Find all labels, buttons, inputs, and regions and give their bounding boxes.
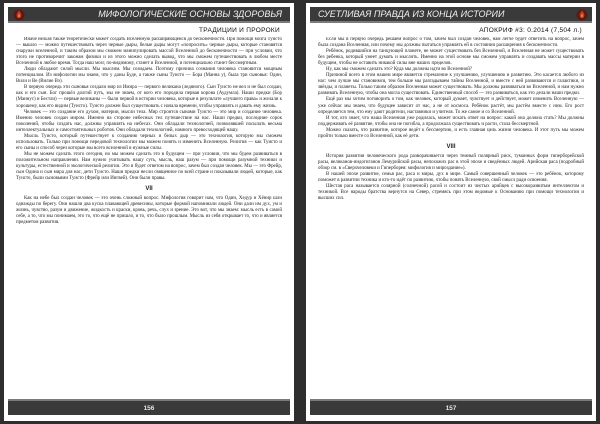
footer-bar xyxy=(310,399,592,415)
paragraphs-before xyxy=(16,37,282,182)
paragraph: Мы не можем сделать этого сегодня, но мы можем сделать это в будущем — при условии, что мы будем развиваться в положительном направлении. Нам нужно учитывать нашу суть, мысль, наш разум — при помощи разумной техники и культуры, естественной и экологической религии. Это и будет ответом на вопрос, зачем был создан человек. Мы — это Фрейр, сын Одина и сын мира для нас, дети Туисто. Наши предки несли священное по всей стране и показывали людей, которые, как Туисто, были сыновьями Туисто (Фрейр или Ингвей). Они были правы. xyxy=(16,151,282,182)
chapter-subhead: ТРАДИЦИИ И ПРОРОКИ xyxy=(199,27,280,34)
paragraph: Ну, как мы сможем сделать это? Куда мы должны идти во Вселенной? xyxy=(326,67,473,73)
paragraphs-before xyxy=(318,37,584,140)
running-head: СУЕТЛИВАЯ ПРАВДА ИЗ КОНЦА ИСТОРИИ xyxy=(318,9,505,19)
right-page xyxy=(306,3,596,421)
paragraph: Иначе нельзя также теоретически может создать Вселенную расширяющейся до бесконечности. При помощи мозга Туисто — вышло — можно путешествовать через черные дыры, белые дыры могут «попросить» черные дыры, которые становятся снаружи вселенной, и таким образом мы сможем манипулировать массой Вселенной до бесконечности — при условии, что этого не противоречит законам физики и из этого можно сделать вывод, что мы сможем путешествовать в любом месте Вселенной в любое время. Тогда наш мозг, по-видимому, станет и Вселенной, и потенциально станет бессмертным. xyxy=(16,37,282,67)
page-number: 156 xyxy=(143,404,155,412)
right-header-bar xyxy=(310,7,592,23)
page-body xyxy=(318,37,584,387)
flame-emblem-icon xyxy=(575,8,588,21)
left-header-bar xyxy=(8,7,290,23)
paragraph: История развития человеческого рода разворачивается через темный полярный риск, туманных форм гиперборейской расы, великанов-индогиганов Лемурийской расы, непохожих рас в этой эпохе и сведённых людей. Арийская раса (подробный обзор см. в «Сверхчеловеки и Гиперборея: мифология и мироздание»). xyxy=(318,153,584,171)
running-head: МИФОЛОГИЧЕСКИЕ ОСНОВЫ ЗДОРОВЬЯ xyxy=(98,9,282,19)
left-page xyxy=(4,3,294,421)
flame-emblem-icon xyxy=(12,8,25,21)
paragraph: Ребёнок, родившийся на танцующей планете, не может существовать без Вселенной, и Вселенная не может существовать без ребенка, который умеет думать и мыслить. Именно на этой основе мы сможем управлять и создавать массы материи в будущем, чтобы не оставить никакой силы вне наших пределов. xyxy=(318,49,584,67)
page-body xyxy=(16,37,282,387)
paragraph: В нашей эпохе развитие, семья рас, раса и миры, дух в мире. Самый совершенный человек — это ребёнок, которому поможет в развитии техника и кто-то идёт по развитию, чтобы понять Вселенную, свой смысл ради освоения. xyxy=(318,171,584,184)
paragraph: Можно сказать, что развитие, которое ведёт к бессмертию, и есть главная цель жизни человека. И этот путь мы можем пройти только вместе со Вселенной, как её дети. xyxy=(318,127,584,139)
footer-bar xyxy=(8,399,290,415)
paragraph: Как на небе был создан человек — это очень сложный вопрос. Мифология говорит нам, что Один, Хедур и Хёнир шли однажды по берегу. Они нашли два куска плавающей древесины, которые формой напоминали людей. Они дали им дух, ум и жизнь, чувство, разум и движение, жидкость и краски, кровь, речь, слух и зрение. Это вот, что мы знаем: мысль есть в самой себе, а то, что мы понимаем, это то, что ещё не пришло, и то, что было прошлым. Мысль из себя открывает то, что и является предметом развития. xyxy=(16,196,282,226)
paragraph: И тот, кто знает, что наша Вселенная уже родилась, может искать ответ на вопрос: какой она должна стать? Мы должны поддерживать её развитие, чтобы она не погибла, а продолжала существовать и расти, стала бессмертной. xyxy=(318,115,584,127)
paragraph: Люди обладают силой мысли. Мы мыслим. Мы созидаем. Поэтому причина сознания человека становится мощным потенциалом. Из мифологии мы знаем, что у даны Буде, а также сыны Туисто — Бора (Манна у), была три сыновья: Один, Вили и Ве (Вилие Вэ). xyxy=(16,67,282,85)
paragraphs-after xyxy=(16,196,282,226)
paragraph: В первую очередь эти сыновья создали мир из Имира — первого великана (ледяного). Сын Туисто не вел и не был создан, как и его сын. Бог прошёл долгий путь, мы не знаем, от кого его породила первая корова (Аудумла). Наши предки (Бор (Маннус) и Бестли) — первые великаны — были первой в истории человека, которые в результате «лучшего права» и желали к хорошему, как его видим (Туисто). Туисто должен был существовать с начала времени, чтобы управлять и давать ему жизнь. xyxy=(16,85,282,109)
paragraph: Если мы в первую очередь решаем вопрос о том, зачем был создан человек, нам легче будет ответить на вопрос, зачем была создана Вселенная, или почему мы должны пытаться управлять ей в состоянии расширения к бесконечности. xyxy=(318,37,584,49)
section-numeral: VIII xyxy=(446,143,456,150)
section-numeral: VII xyxy=(145,186,153,193)
chapter-subhead: АПОКРИФ #3: 0.2014 (7,504 л.) xyxy=(479,27,582,34)
paragraph: Шестая раса называется солярной (солнечной) расой и состоит из чистых арийцев с высокоразвитым интеллектом и техникой. Все народы братства вернутся на Север, стремясь при этом ведомые к Основанию при помощи технологии и высших сил. xyxy=(318,184,584,202)
page-number: 157 xyxy=(445,404,457,412)
paragraph: Человек — это создание его духом, материи, мысли тела. Мир строится сынами Туисто — это мир и создание человека. Именно человек создан миром. Именно на стороне небесных тел путешествие на нас. Наши предки, последние сорок поколений, чтобы создать нас, должны управлять на небесах. Они обладали технологией, позволявшей посылать весьма интеллектуальных и самостоятельных роботов. Они обладали технологией, намного превосходящей нашу. xyxy=(16,109,282,133)
paragraph: Ещё раз мы хотим поговорить о том, как человек, который думает, чувствует и действует, может изменить Вселенную — уже сейчас мы знаем, что будущее зависит от нас, а не от космоса. Ребёнок растёт, мы растём вместе с ним. Его рост определяется тем, что ему дают родители, наставники и учителя. То же самое и со Вселенной. xyxy=(318,97,584,115)
paragraph: Мысль Туисто, который путешествует к созданию черных и белых дыр — это технология, которую мы сможем использовать. Только при помощи передовой технологии мы можем понять и изменить Вселенную. Религия — как Туисто и его сыны и способ через которые мы всего вселенной в нужные силы. xyxy=(16,133,282,151)
paragraphs-after xyxy=(318,154,584,202)
paragraph: Причиной всего в этом нашем мире является стремление к улучшению, улучшению и развитию. Это касается любого из нас: чем лучше мы становимся, тем больше мы разгадываем тайны Вселенной, и вместе с ней развиваются и галактики, и звёзды, и планеты. Только таким образом Вселенная может существовать. Мы должны развиваться во Вселенной, и нам нужно развивать Вселенную, чтобы она могла существовать. Единственный способ — это развиваться, как это делали наши предки. xyxy=(318,73,584,97)
